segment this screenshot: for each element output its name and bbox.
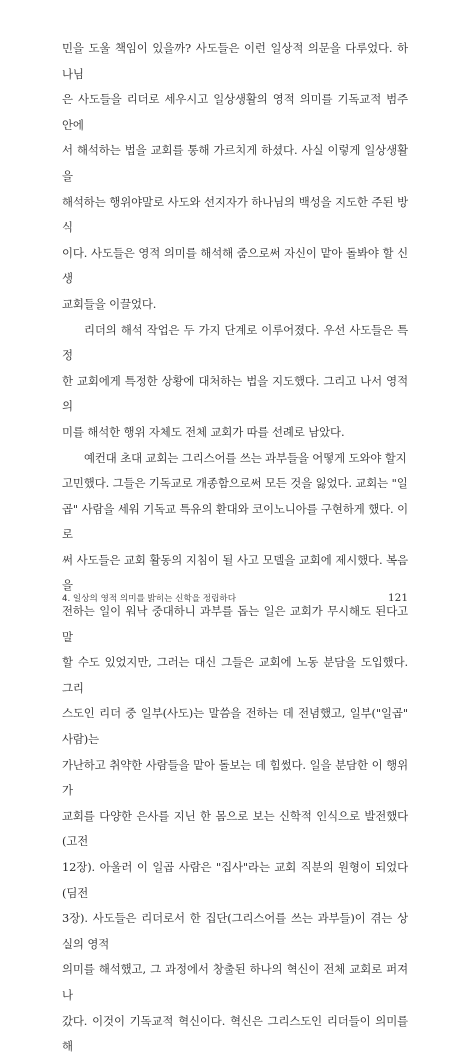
text-line: 리더의 해석 작업은 두 가지 단계로 이루어졌다. 우선 사도들은 특정 xyxy=(62,322,408,363)
body-text xyxy=(62,36,408,1060)
text-line: 전하는 일이 워낙 중대하니 과부를 돕는 일은 교회가 무시해도 된다고 말 xyxy=(62,604,408,644)
text-line: 해석하는 행위야말로 사도와 선지자가 하나님의 백성을 지도한 주된 방식 xyxy=(62,194,408,235)
text-line: 의미를 해석했고, 그 과정에서 창출된 하나의 혁신이 전체 교회로 퍼져 나 xyxy=(62,962,408,1002)
text-line: 곱" 사람을 세워 기독교 특유의 환대와 코이노니아를 구현하게 했다. 이로 xyxy=(62,501,408,542)
page-number: 121 xyxy=(387,592,408,604)
text-line: 할 수도 있었지만, 그러는 대신 그들은 교회에 노동 분담을 도입했다. 그리 xyxy=(62,655,408,695)
text-line: 서 해석하는 법을 교회를 통해 가르치게 하셨다. 사실 이렇게 일상생활을 xyxy=(62,143,408,183)
text-line: 예컨대 초대 교회는 그리스어를 쓰는 과부들을 어떻게 도와야 할지 xyxy=(84,450,407,465)
text-line: 가난하고 취약한 사람들을 맡아 돌보는 데 힘썼다. 일을 분담한 이 행위가 xyxy=(62,757,408,798)
text-line: 3장). 사도들은 리더로서 한 집단(그리스어를 쓰는 과부들)이 겪는 상실의 영적 xyxy=(62,911,408,951)
text-line: 교회를 다양한 은사를 지닌 한 몸으로 보는 신학적 인식으로 발전했다(고전 xyxy=(62,808,408,849)
text-line: 민을 도울 책임이 있을까? 사도들은 이런 일상적 의문을 다루었다. 하나님 xyxy=(62,41,408,81)
paragraph-3 xyxy=(62,446,408,1060)
paragraph-1 xyxy=(62,36,408,318)
text-line: 은 사도들을 리더로 세우시고 일상생활의 영적 의미를 기독교적 범주 안에 xyxy=(62,92,408,132)
text-line: 미를 해석한 행위 자체도 전체 교회가 따를 선례로 남았다. xyxy=(62,424,345,439)
text-line: 고민했다. 그들은 기독교로 개종함으로써 모든 것을 잃었다. 교회는 "일 xyxy=(62,476,408,491)
text-line: 써 사도들은 교회 활동의 지침이 될 사고 모델을 교회에 제시했다. 복음을 xyxy=(62,552,408,593)
text-line: 갔다. 이것이 기독교적 혁신이다. 혁신은 그리스도인 리더들이 의미를 해 xyxy=(62,1013,408,1054)
paragraph-2 xyxy=(62,318,408,446)
text-line: 이다. 사도들은 영적 의미를 해석해 줌으로써 자신이 맡아 돌봐야 할 신생 xyxy=(62,245,408,286)
text-line: 스도인 리더 중 일부(사도)는 말씀을 전하는 데 전념했고, 일부("일곱" 사람)는 xyxy=(62,706,408,747)
text-line: 교회들을 이끌었다. xyxy=(62,296,157,311)
page-footer xyxy=(62,592,408,604)
text-line: 12장). 아울러 이 일곱 사람은 "집사"라는 교회 직분의 원형이 되었다(딤전 xyxy=(62,860,408,900)
running-title: 4. 일상의 영적 의미를 밝히는 신학을 정립하다 xyxy=(62,594,237,604)
text-line: 한 교회에게 특정한 상황에 대처하는 법을 지도했다. 그리고 나서 영적 의 xyxy=(62,373,408,414)
